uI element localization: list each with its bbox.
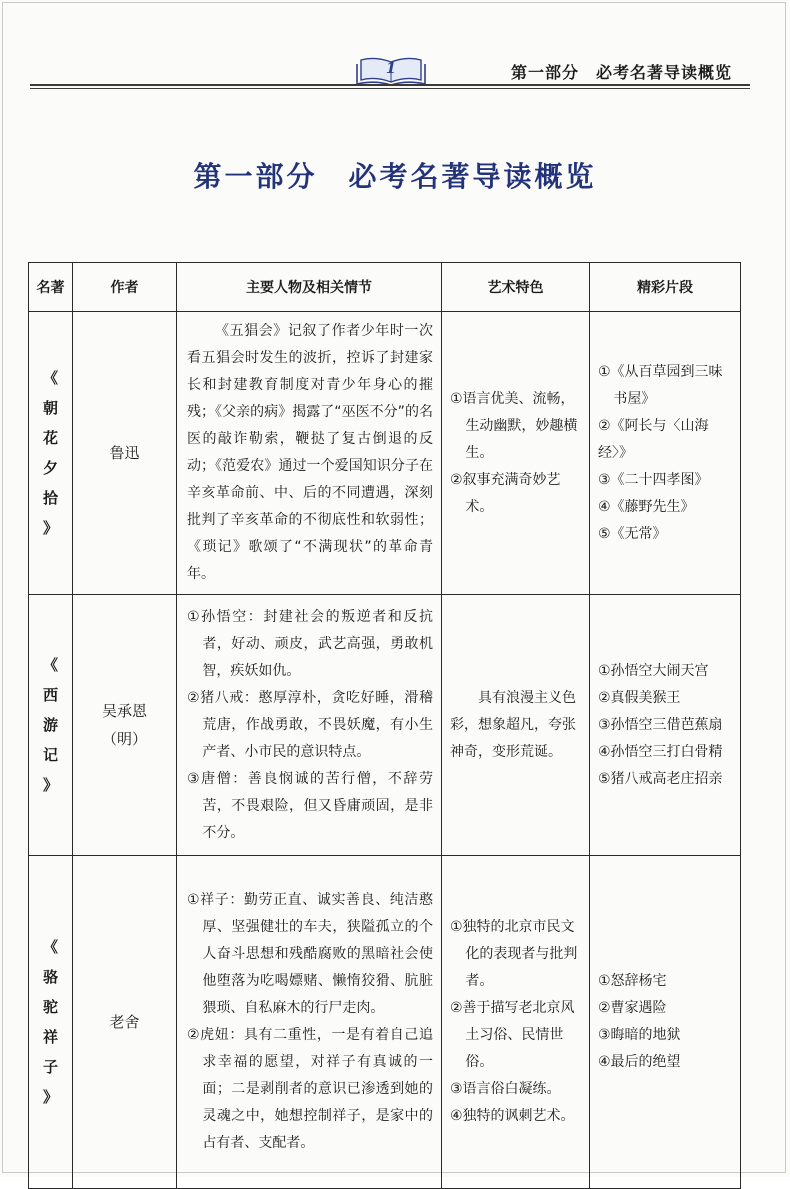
clip-item: ④最后的绝望 — [598, 1054, 681, 1070]
title-char: 游 — [42, 716, 58, 734]
art-cell — [442, 595, 590, 856]
work-title — [29, 595, 73, 856]
clip-item: ③晦暗的地狱 — [598, 1027, 681, 1043]
clip-item: ⑤《无常》 — [598, 525, 667, 542]
title-char: 《 — [42, 938, 58, 956]
title-char: 西 — [42, 686, 58, 704]
table-row — [29, 312, 741, 595]
work-title — [29, 856, 73, 1189]
column-header: 作者 — [73, 263, 177, 312]
clip-item: ①《从百草园到三味书屋》 — [598, 363, 723, 407]
title-char: 拾 — [42, 489, 58, 507]
title-char: 子 — [42, 1058, 58, 1076]
author-name: 鲁迅 — [109, 444, 140, 462]
table-row — [29, 595, 741, 856]
column-header: 精彩片段 — [590, 263, 741, 312]
clip-item: ③《二十四孝图》 — [598, 471, 709, 488]
running-header-title: 第一部分 必考名著导读概览 — [510, 63, 732, 82]
plot-cell — [177, 312, 442, 595]
page-number: 1 — [385, 59, 397, 77]
plot-cell — [177, 856, 442, 1189]
art-item: ①语言优美、流畅，生动幽默，妙趣横生。 — [450, 390, 578, 461]
title-char: 》 — [42, 776, 58, 794]
author-cell — [73, 595, 177, 856]
clip-item: ④孙悟空三打白骨精 — [598, 743, 723, 760]
title-char: 《 — [42, 369, 58, 387]
title-char: 朝 — [42, 399, 58, 417]
running-header — [30, 50, 750, 90]
header-divider-thin — [30, 88, 750, 89]
author-cell — [73, 856, 177, 1189]
title-char: 祥 — [42, 1028, 58, 1046]
header-divider — [30, 84, 750, 86]
title-char: 《 — [42, 656, 58, 674]
title-char: 夕 — [42, 459, 58, 477]
works-table — [28, 262, 741, 1189]
author-name: 老舍 — [109, 1013, 140, 1031]
clip-item: ①孙悟空大闹天宫 — [598, 662, 709, 679]
table-header-row — [29, 263, 741, 312]
plot-item: ①孙悟空：封建社会的叛逆者和反抗者，好动、顽皮，武艺高强，勇敢机智，疾妖如仇。 — [187, 608, 433, 679]
author-name: 吴承恩 — [101, 702, 147, 720]
title-char: 》 — [42, 519, 58, 537]
clip-item: ②真假美猴王 — [598, 689, 681, 706]
plot-item: ①祥子：勤劳正直、诚实善良、纯洁憨厚、坚强健壮的车夫，狭隘孤立的个人奋斗思想和残酷腐败的黑暗社会使他堕落为吃喝嫖赌、懒惰狡猾、肮脏猥琐、自私麻木的行尸走肉。 — [187, 892, 433, 1016]
clip-item: ②曹家遇险 — [598, 1000, 667, 1016]
work-title — [29, 312, 73, 595]
art-item: ②善于描写老北京风土习俗、民情世俗。 — [450, 1000, 575, 1070]
table-row — [29, 856, 741, 1189]
art-item: ②叙事充满奇妙艺术。 — [450, 471, 561, 515]
clip-item: ②《阿长与〈山海经〉》 — [598, 417, 709, 461]
art-item: ①独特的北京市民文化的表现者与批判者。 — [450, 919, 578, 989]
clip-cell — [590, 312, 741, 595]
page-title: 第一部分 必考名著导读概览 — [193, 160, 597, 193]
plot-paragraph: 《五猖会》记叙了作者少年时一次看五猖会时发生的波折，控诉了封建家长和封建教育制度对青少年身心的摧残；《父亲的病》揭露了“巫医不分”的名医的敲诈勒索，鞭挞了复古倒退的反动；《范爱农》通过一个爱国知识分子在辛亥革命前、中、后的不同遭遇，深刻批判了辛亥革命的不彻底性和软弱性；《琐记》歌颂了“不满现状”的革命青年。 — [187, 323, 433, 582]
clip-item: ③孙悟空三借芭蕉扇 — [598, 716, 723, 733]
book-icon — [355, 56, 427, 86]
art-item: ③语言俗白凝练。 — [450, 1081, 561, 1097]
title-char: 》 — [42, 1088, 58, 1106]
title-char: 骆 — [42, 968, 58, 986]
plot-item: ③唐僧：善良悯诚的苦行僧，不辞劳苦，不畏艰险，但又昏庸顽固，是非不分。 — [187, 770, 433, 841]
column-header: 主要人物及相关情节 — [177, 263, 442, 312]
author-cell — [73, 312, 177, 595]
art-item: ④独特的讽刺艺术。 — [450, 1108, 575, 1124]
column-header: 名著 — [29, 263, 73, 312]
plot-item: ②虎妞：具有二重性，一是有着自己追求幸福的愿望，对祥子有真诚的一面；二是剥削者的意识已渗透到她的灵魂之中，她想控制祥子，是家中的占有者、支配者。 — [187, 1027, 433, 1151]
clip-item: ④《藤野先生》 — [598, 498, 695, 515]
art-cell — [442, 312, 590, 595]
title-char: 驼 — [42, 998, 58, 1016]
art-cell — [442, 856, 590, 1189]
clip-item: ⑤猪八戒高老庄招亲 — [598, 770, 723, 787]
author-dynasty: （明） — [101, 730, 147, 748]
plot-cell — [177, 595, 442, 856]
column-header: 艺术特色 — [442, 263, 590, 312]
clip-cell — [590, 856, 741, 1189]
title-char: 花 — [42, 429, 58, 447]
plot-item: ②猪八戒：憨厚淳朴，贪吃好睡，滑稽荒唐，作战勇敢，不畏妖魔，有小生产者、小市民的意识特点。 — [187, 689, 433, 760]
title-char: 记 — [42, 746, 58, 764]
clip-item: ①怒辞杨宅 — [598, 973, 667, 989]
clip-cell — [590, 595, 741, 856]
art-item: 具有浪漫主义色彩，想象超凡，夸张神奇，变形荒诞。 — [450, 689, 576, 760]
